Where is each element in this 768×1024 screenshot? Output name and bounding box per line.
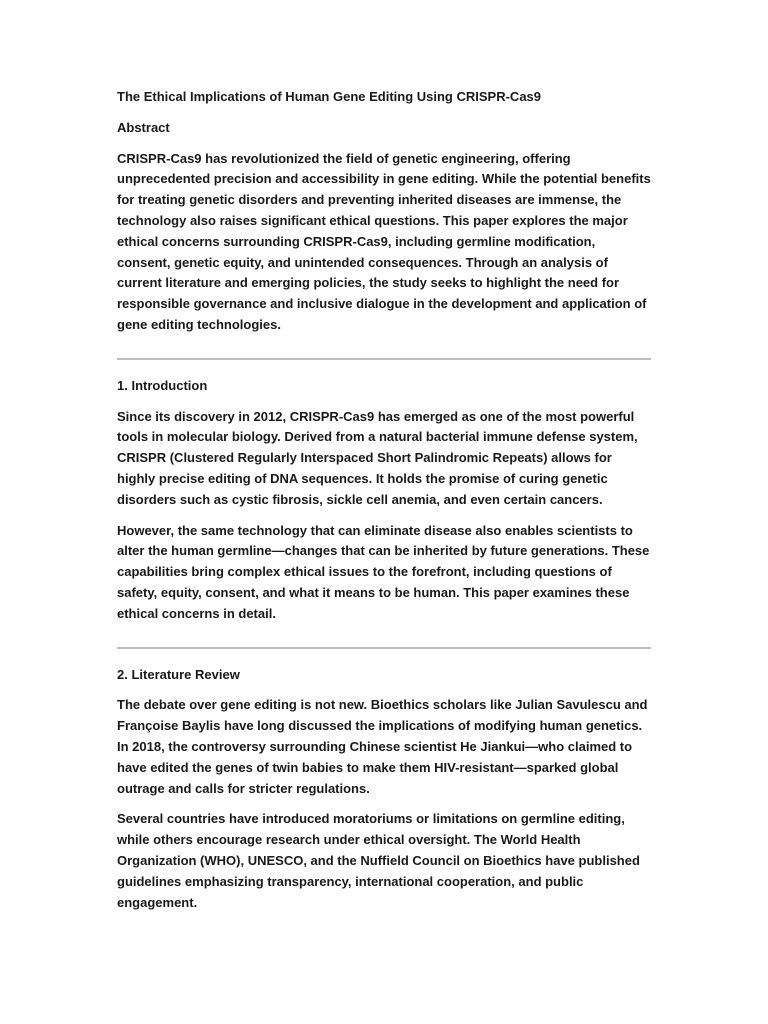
literature-review-paragraph: The debate over gene editing is not new. Bioethics scholars like Julian Savulescu and Françoise Baylis have long discussed the implications of modifying human genetics. In 2018, the controversy surrounding Chinese scientist He Jiankui—who claimed to have edited the genes of twin babies to make them HIV-resistant—sparked global outrage and calls for stricter regulations. <box>117 697 648 796</box>
abstract-body: CRISPR-Cas9 has revolutionized the field of genetic engineering, offering unprecedented precision and accessibility in gene editing. While the potential benefits for treating genetic disorders and preventing inherited diseases are immense, the technology also raises significant ethical questions. This paper explores the major ethical concerns surrounding CRISPR-Cas9, including germline modification, consent, genetic equity, and unintended consequences. Through an analysis of current literature and emerging policies, the study seeks to highlight the need for responsible governance and inclusive dialogue in the development and application of gene editing technologies. <box>117 150 651 332</box>
literature-review-paragraph: Several countries have introduced moratoriums or limitations on germline editing, while others encourage research under ethical oversight. The World Health Organization (WHO), UNESCO, and the Nuffield Council on Bioethics have published guidelines emphasizing transparency, international cooperation, and public engagement. <box>117 811 640 910</box>
document-page <box>117 87 651 923</box>
document-title: The Ethical Implications of Human Gene Editing Using CRISPR-Cas9 <box>117 89 542 104</box>
section-divider <box>117 358 651 360</box>
section-divider <box>117 647 651 649</box>
abstract-heading: Abstract <box>117 119 170 135</box>
introduction-paragraph: However, the same technology that can eliminate disease also enables scientists to alter the human germline—changes that can be inherited by future generations. These capabilities bring complex ethical issues to the forefront, including questions of safety, equity, consent, and what it means to be human. This paper examines these ethical concerns in detail. <box>117 522 650 621</box>
introduction-heading: 1. Introduction <box>117 377 208 393</box>
literature-review-heading: 2. Literature Review <box>117 666 240 682</box>
introduction-paragraph: Since its discovery in 2012, CRISPR-Cas9 has emerged as one of the most powerful tools in molecular biology. Derived from a natural bacterial immune defense system, CRISPR (Clustered Regularly Interspaced Short Palindromic Repeats) allows for highly precise editing of DNA sequences. It holds the promise of curing genetic disorders such as cystic fibrosis, sickle cell anemia, and even certain cancers. <box>117 408 638 507</box>
